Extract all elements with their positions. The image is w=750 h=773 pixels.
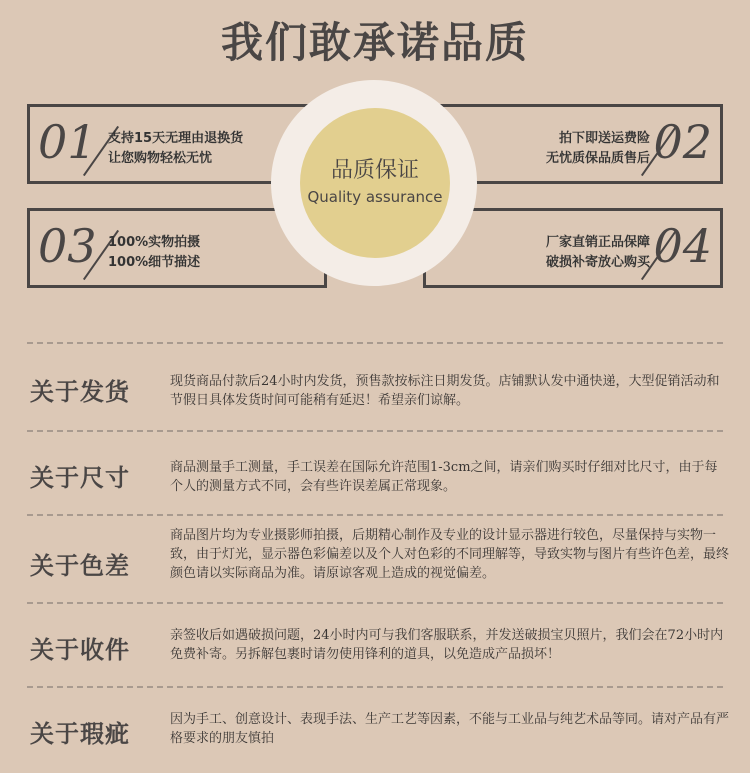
- section-heading-shipping: 关于发货: [30, 378, 130, 406]
- section-text-color: 商品图片均为专业摄影师拍摄，后期精心制作及专业的设计显示器进行较色，尽量保持与实物一致，由于灯光，显示器色彩偏差以及个人对色彩的不同理解等，导致实物与图片有些许色差，最终颜色请以实际商品为准。请原谅客观上造成的视觉偏差。: [170, 528, 730, 581]
- promise-line: 厂家直销正品保障: [545, 235, 650, 250]
- page-title: 我们敢承诺品质: [220, 18, 529, 67]
- quality-emblem: [300, 108, 450, 258]
- promise-text: [546, 233, 650, 273]
- section-heading-flaw: 关于瑕疵: [30, 720, 130, 748]
- promise-line: 破损补寄放心购买: [545, 255, 650, 270]
- promise-line: 拍下即送运费险: [558, 131, 650, 146]
- promise-text: [546, 129, 650, 169]
- promise-line: 100%实物拍摄: [108, 235, 201, 250]
- promise-line: 100%细节描述: [108, 255, 201, 270]
- promise-number: 04: [653, 219, 712, 273]
- section-divider: [27, 686, 723, 688]
- section-heading-color: 关于色差: [30, 552, 130, 580]
- section-text-size: 商品测量手工测量，手工误差在国际允许范围1-3cm之间，请亲们购买时仔细对比尺寸，由于每个人的测量方式不同，会有些许误差属正常现象。: [170, 460, 718, 494]
- section-divider: [27, 602, 723, 604]
- promise-line: 让您购物轻松无忧: [108, 151, 213, 166]
- section-text-shipping: 现货商品付款后24小时内发货，预售款按标注日期发货。店铺默认发中通快递，大型促销活动和节假日具体发货时间可能稍有延迟！希望亲们谅解。: [170, 374, 720, 408]
- emblem-title-cn: 品质保证: [330, 158, 419, 183]
- emblem-title-en: Quality assurance: [307, 188, 443, 206]
- promise-number: 01: [38, 115, 97, 169]
- promise-text: [108, 233, 200, 273]
- promise-line: 无忧质保品质售后: [545, 151, 650, 166]
- promise-number: 03: [38, 219, 97, 273]
- promise-line: 支持15天无理由退换货: [108, 131, 244, 146]
- section-text-receipt: 亲签收后如遇破损问题，24小时内可与我们客服联系，并发送破损宝贝照片，我们会在72小时内免费补寄。另拆解包裹时请勿使用锋利的道具，以免造成产品损坏！: [170, 628, 724, 662]
- section-heading-size: 关于尺寸: [30, 464, 130, 492]
- section-divider: [27, 430, 723, 432]
- promise-text: [108, 129, 243, 169]
- section-divider: [27, 342, 723, 344]
- section-divider: [27, 514, 723, 516]
- section-text-flaw: 因为手工、创意设计、表现手法、生产工艺等因素，不能与工业品与纯艺术品等同。请对产品有严格要求的朋友慎拍: [170, 712, 730, 746]
- promise-number: 02: [653, 115, 712, 169]
- section-heading-receipt: 关于收件: [30, 636, 130, 664]
